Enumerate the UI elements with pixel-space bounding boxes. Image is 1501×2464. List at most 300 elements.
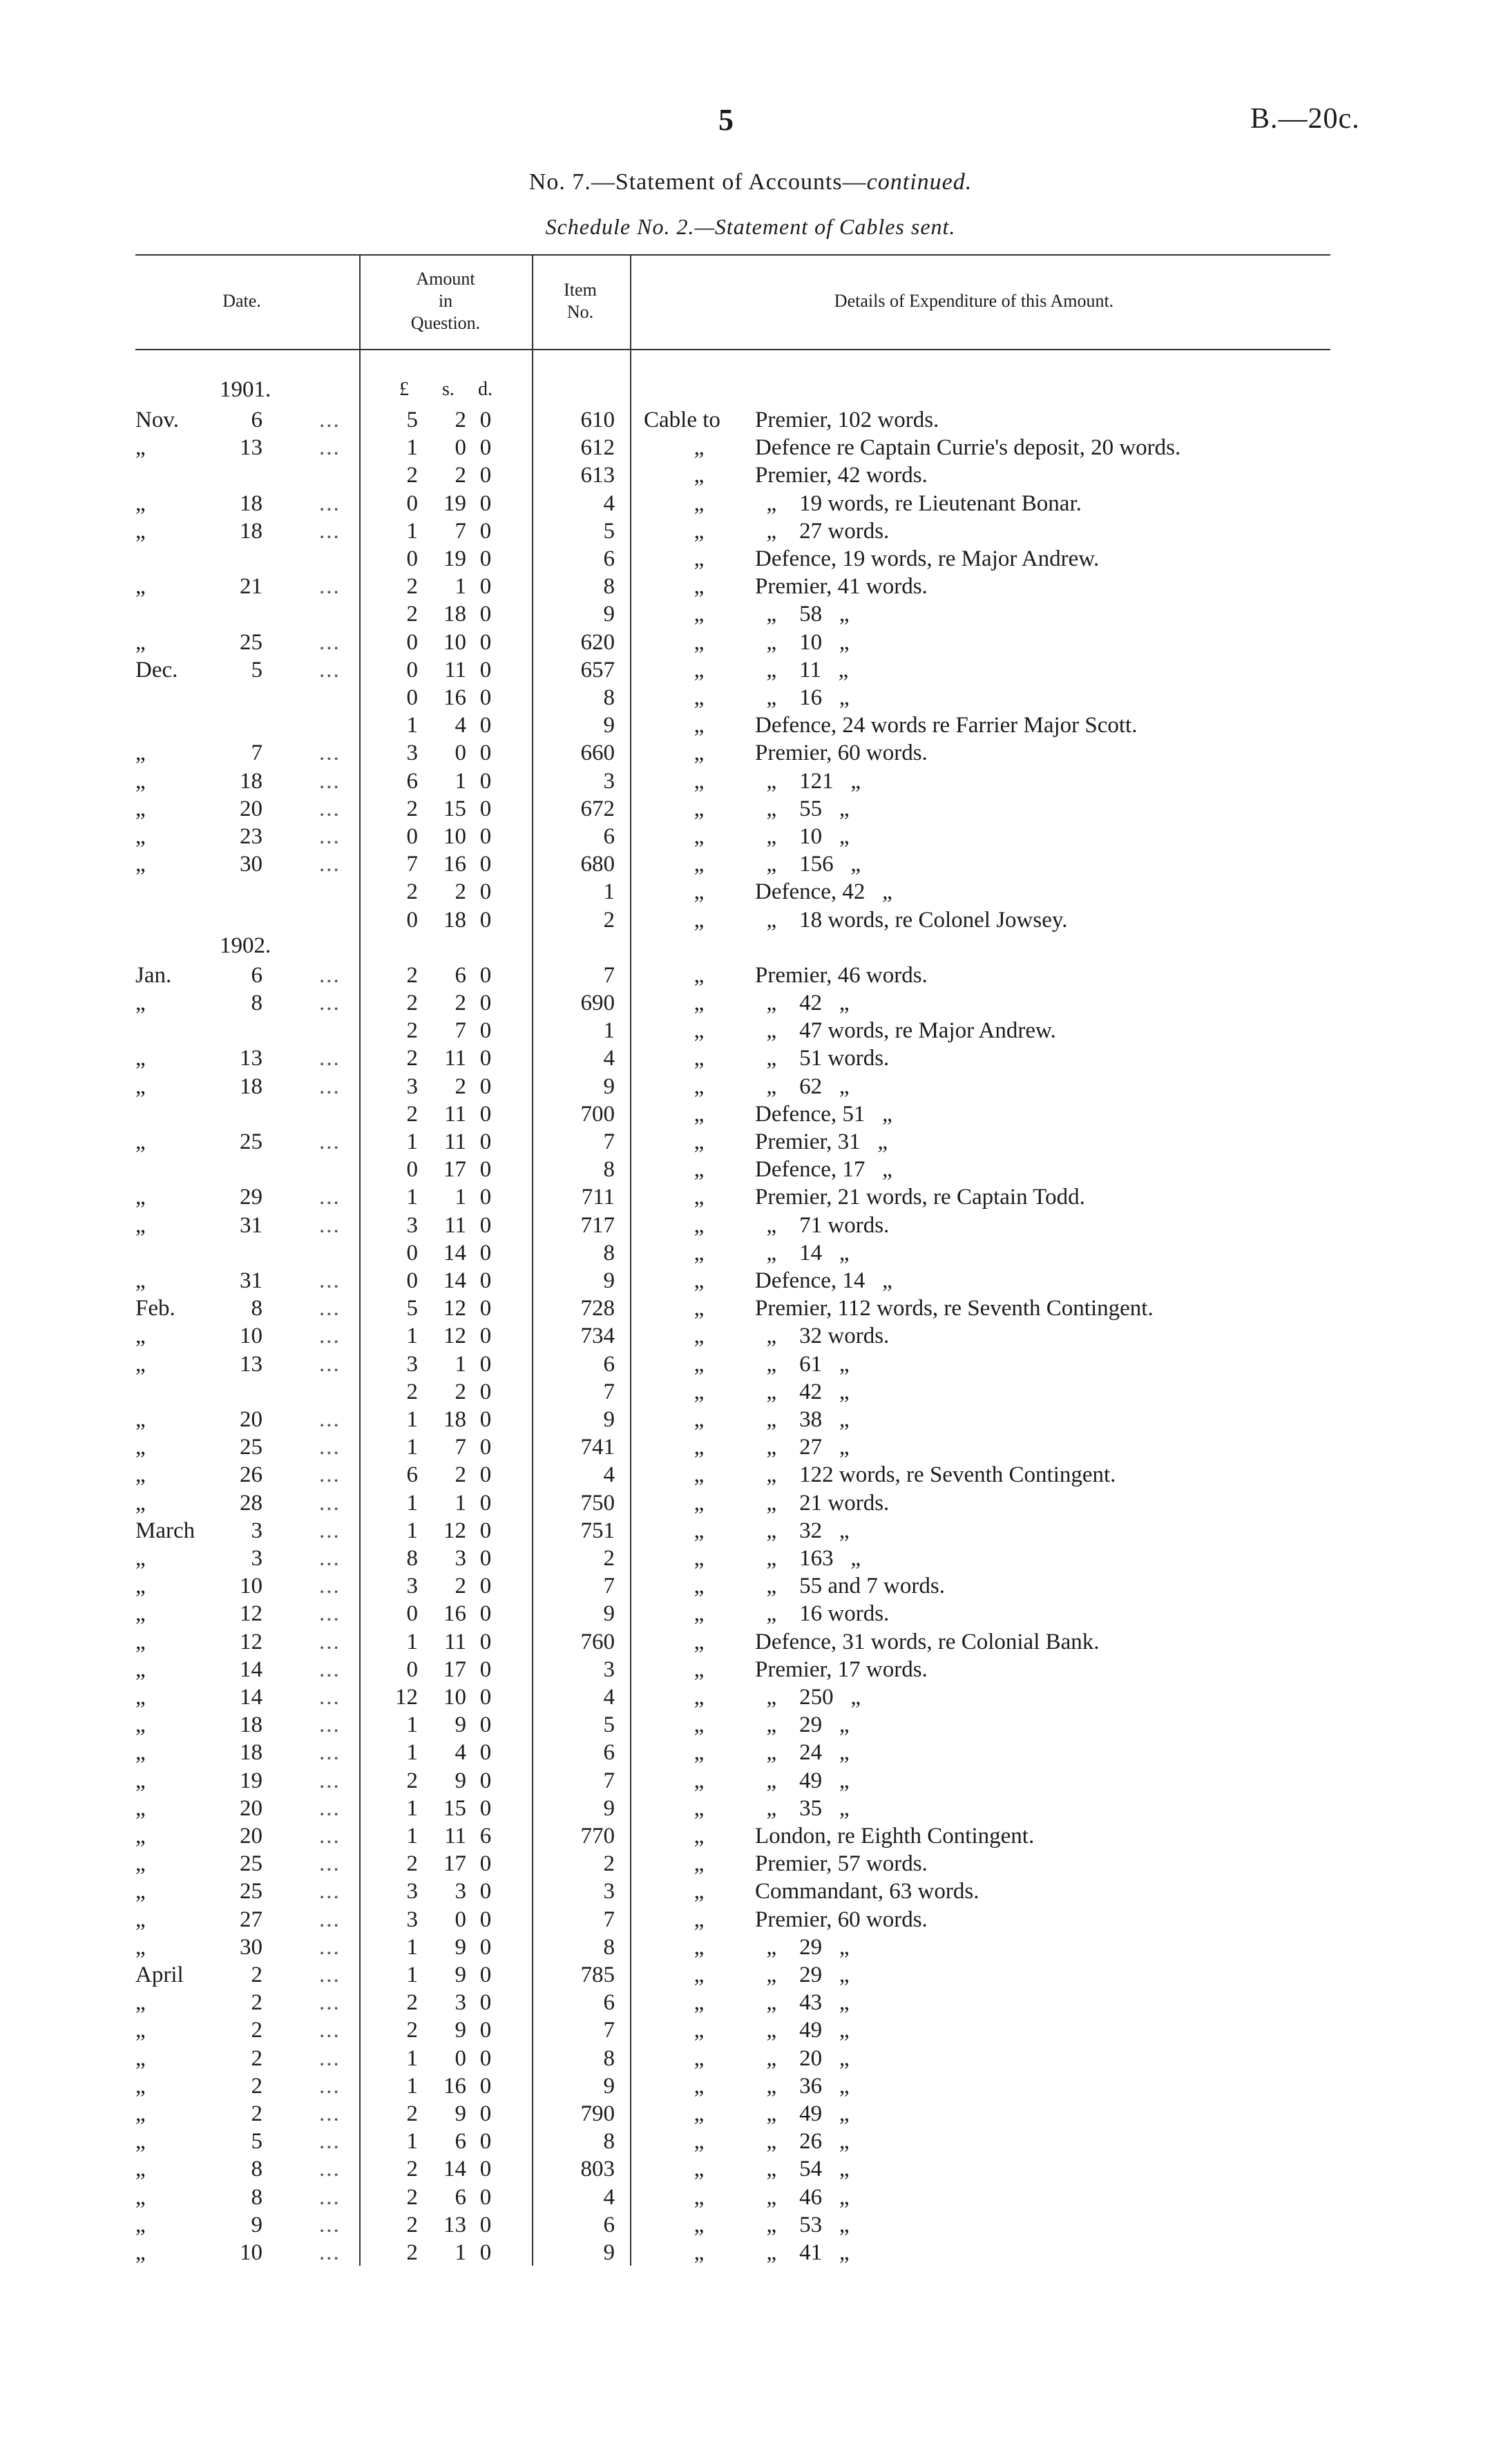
date-day: 25 xyxy=(240,630,262,655)
amount-pounds: 1 xyxy=(406,1324,418,1348)
table-row xyxy=(0,1073,1501,1100)
amount-pence: 0 xyxy=(479,1018,492,1043)
table-row xyxy=(0,2045,1501,2072)
amount-pounds: 0 xyxy=(406,1157,418,1182)
amount-shillings: 11 xyxy=(444,1630,466,1654)
item-number: 680 xyxy=(580,852,615,877)
date-day: 5 xyxy=(251,658,262,682)
amount-shillings: 18 xyxy=(443,602,466,627)
date-month: „ xyxy=(135,491,146,516)
ditto-mark: „ xyxy=(694,741,705,765)
date-day: 2 xyxy=(251,2018,262,2043)
expenditure-detail: Defence, 31 words, re Colonial Bank. xyxy=(755,1630,1100,1654)
date-day: 19 xyxy=(240,1768,262,1793)
amount-pounds: 2 xyxy=(406,463,418,488)
table-row xyxy=(0,2184,1501,2211)
date-month: „ xyxy=(135,2046,146,2071)
ditto-mark: „ xyxy=(694,1268,705,1293)
ditto-mark: „ xyxy=(694,1601,705,1626)
amount-shillings: 15 xyxy=(443,796,466,821)
ditto-mark: „ xyxy=(694,908,705,933)
expenditure-detail: Premier, 42 words. xyxy=(755,463,928,488)
amount-pence: 0 xyxy=(479,1935,492,1960)
item-number: 741 xyxy=(580,1435,615,1460)
date-month: „ xyxy=(135,1824,146,1849)
amount-pounds: 1 xyxy=(406,1712,418,1737)
amount-shillings: 3 xyxy=(455,1990,466,2015)
amount-shillings: 9 xyxy=(455,1935,466,1960)
table-row xyxy=(0,656,1501,684)
item-number: 760 xyxy=(580,1630,615,1654)
amount-pence: 0 xyxy=(479,2046,492,2071)
leader-dots: ... xyxy=(319,2046,341,2071)
ditto-mark: „ xyxy=(694,1990,705,2015)
table-row xyxy=(0,1461,1501,1489)
date-day: 27 xyxy=(240,1907,262,1932)
expenditure-detail: „ 29 „ xyxy=(755,1935,850,1960)
leader-dots: ... xyxy=(319,519,341,544)
date-month: „ xyxy=(135,769,146,794)
amount-shillings: 16 xyxy=(443,685,466,710)
date-day: 8 xyxy=(251,991,262,1015)
table-header-rule xyxy=(135,349,1330,350)
amount-shillings: 10 xyxy=(443,1685,466,1710)
leader-dots: ... xyxy=(319,1962,341,1987)
leader-dots: ... xyxy=(319,1491,341,1516)
expenditure-detail: Premier, 17 words. xyxy=(755,1657,928,1682)
amount-shillings: 9 xyxy=(455,2101,466,2126)
amount-pence: 0 xyxy=(479,658,492,682)
amount-pounds: 3 xyxy=(406,741,418,765)
table-row xyxy=(0,1378,1501,1406)
ditto-mark: „ xyxy=(694,1074,705,1099)
date-day: 31 xyxy=(240,1268,262,1293)
table-row xyxy=(0,1572,1501,1600)
amount-pence: 0 xyxy=(479,1462,492,1487)
expenditure-detail: „ 47 words, re Major Andrew. xyxy=(755,1018,1056,1043)
ditto-mark: „ xyxy=(694,963,705,988)
amount-pounds: 3 xyxy=(406,1879,418,1904)
amount-pence: 0 xyxy=(479,824,492,849)
item-number: 6 xyxy=(603,824,615,849)
year-label-1902: 1902. xyxy=(220,933,271,958)
table-row xyxy=(0,1739,1501,1766)
ditto-mark: „ xyxy=(694,1685,705,1710)
item-number: 8 xyxy=(603,1935,615,1960)
date-month: „ xyxy=(135,1046,146,1071)
amount-pence: 0 xyxy=(479,908,492,933)
date-day: 18 xyxy=(240,1074,262,1099)
item-number: 6 xyxy=(603,1990,615,2015)
leader-dots: ... xyxy=(319,1630,341,1654)
amount-pounds: 2 xyxy=(406,1102,418,1127)
ditto-mark: „ xyxy=(694,1657,705,1682)
expenditure-detail: „ 61 „ xyxy=(755,1352,850,1377)
ditto-mark: „ xyxy=(694,1824,705,1849)
amount-pounds: 5 xyxy=(406,1296,418,1321)
amount-pence: 0 xyxy=(479,1324,492,1348)
date-month: „ xyxy=(135,1657,146,1682)
amount-shillings: 6 xyxy=(455,2185,466,2210)
date-month: „ xyxy=(135,1851,146,1876)
amount-pence: 0 xyxy=(479,1740,492,1765)
amount-pounds: 0 xyxy=(406,685,418,710)
amount-pounds: 12 xyxy=(395,1685,418,1710)
item-number: 790 xyxy=(580,2101,615,2126)
item-number: 7 xyxy=(603,1574,615,1598)
ditto-mark: „ xyxy=(694,519,705,544)
expenditure-detail: „ 32 words. xyxy=(755,1324,890,1348)
amount-pence: 0 xyxy=(479,1630,492,1654)
leader-dots: ... xyxy=(319,796,341,821)
item-number: 9 xyxy=(603,1268,615,1293)
amount-shillings: 11 xyxy=(444,1824,466,1849)
expenditure-detail: „ 38 „ xyxy=(755,1407,850,1432)
leader-dots: ... xyxy=(319,1046,341,1071)
amount-pounds: 2 xyxy=(406,2185,418,2210)
item-number: 6 xyxy=(603,1740,615,1765)
expenditure-detail: „ 35 „ xyxy=(755,1796,850,1821)
amount-pence: 0 xyxy=(479,2101,492,2126)
leader-dots: ... xyxy=(319,2101,341,2126)
amount-pounds: 2 xyxy=(406,1851,418,1876)
amount-pence: 0 xyxy=(479,574,492,599)
amount-shillings: 2 xyxy=(455,1574,466,1598)
date-month: „ xyxy=(135,1935,146,1960)
leader-dots: ... xyxy=(319,824,341,849)
amount-shillings: 11 xyxy=(444,1046,466,1071)
amount-shillings: 2 xyxy=(455,1379,466,1404)
ditto-mark: „ xyxy=(694,1185,705,1210)
date-day: 18 xyxy=(240,769,262,794)
date-day: 12 xyxy=(240,1601,262,1626)
leader-dots: ... xyxy=(319,1990,341,2015)
date-month: „ xyxy=(135,824,146,849)
date-month: Feb. xyxy=(135,1296,175,1321)
ditto-mark: „ xyxy=(694,1046,705,1071)
amount-shillings: 19 xyxy=(443,491,466,516)
leader-dots: ... xyxy=(319,1518,341,1543)
table-row xyxy=(0,1545,1501,1572)
amount-pence: 0 xyxy=(479,408,492,432)
item-number: 4 xyxy=(603,2185,615,2210)
amount-pence: 0 xyxy=(479,1352,492,1377)
amount-shillings: 15 xyxy=(443,1796,466,1821)
item-number: 5 xyxy=(603,519,615,544)
leader-dots: ... xyxy=(319,1712,341,1737)
expenditure-detail: „ 71 words. xyxy=(755,1213,890,1238)
ditto-mark: „ xyxy=(694,1712,705,1737)
table-row xyxy=(0,1267,1501,1295)
amount-shillings: 14 xyxy=(443,1241,466,1266)
expenditure-detail: „ 250 „ xyxy=(755,1685,861,1710)
expenditure-detail: Premier, 46 words. xyxy=(755,963,928,988)
document-reference: B.—20c. xyxy=(1250,103,1360,135)
item-number: 734 xyxy=(580,1324,615,1348)
amount-pounds: 5 xyxy=(406,408,418,432)
table-row xyxy=(0,1906,1501,1933)
amount-shillings: 0 xyxy=(455,1907,466,1932)
leader-dots: ... xyxy=(319,1462,341,1487)
expenditure-detail: „ 10 „ xyxy=(755,824,850,849)
item-number: 711 xyxy=(581,1185,615,1210)
leader-dots: ... xyxy=(319,2240,341,2265)
amount-shillings: 9 xyxy=(455,2018,466,2043)
table-row xyxy=(0,434,1501,461)
expenditure-detail: „ 18 words, re Colonel Jowsey. xyxy=(755,908,1068,933)
expenditure-detail: „ 43 „ xyxy=(755,1990,850,2015)
leader-dots: ... xyxy=(319,1574,341,1598)
ditto-mark: „ xyxy=(694,1851,705,1876)
ditto-mark: „ xyxy=(694,1296,705,1321)
amount-pounds: 2 xyxy=(406,991,418,1015)
ditto-mark: „ xyxy=(694,1768,705,1793)
ditto-mark: „ xyxy=(694,1435,705,1460)
expenditure-detail: Premier, 21 words, re Captain Todd. xyxy=(755,1185,1085,1210)
amount-pounds: 1 xyxy=(406,1935,418,1960)
expenditure-detail: „ 122 words, re Seventh Contingent. xyxy=(755,1462,1116,1487)
date-day: 25 xyxy=(240,1851,262,1876)
amount-shillings: 9 xyxy=(455,1962,466,1987)
leader-dots: ... xyxy=(319,1129,341,1154)
date-day: 25 xyxy=(240,1129,262,1154)
table-row xyxy=(0,711,1501,739)
table-row xyxy=(0,878,1501,906)
expenditure-detail: Premier, 102 words. xyxy=(755,408,939,432)
table-row xyxy=(0,1933,1501,1961)
table-row xyxy=(0,1878,1501,1905)
amount-pounds: 3 xyxy=(406,1074,418,1099)
amount-pounds: 0 xyxy=(406,1241,418,1266)
column-header-details: Details of Expenditure of this Amount. xyxy=(834,291,1114,311)
leader-dots: ... xyxy=(319,852,341,877)
expenditure-detail: „ 29 „ xyxy=(755,1962,850,1987)
amount-pounds: 0 xyxy=(406,658,418,682)
amount-pence: 0 xyxy=(479,1907,492,1932)
amount-shillings: 12 xyxy=(443,1324,466,1348)
amount-pounds: 0 xyxy=(406,491,418,516)
date-day: 29 xyxy=(240,1185,262,1210)
ditto-mark: „ xyxy=(694,879,705,904)
date-month: „ xyxy=(135,1685,146,1710)
leader-dots: ... xyxy=(319,658,341,682)
item-number: 6 xyxy=(603,1352,615,1377)
item-number: 717 xyxy=(580,1213,615,1238)
item-number: 700 xyxy=(580,1102,615,1127)
amount-pence: 0 xyxy=(479,1046,492,1071)
amount-shillings: 11 xyxy=(444,1102,466,1127)
amount-shillings: 9 xyxy=(455,1768,466,1793)
table-row xyxy=(0,1350,1501,1378)
item-number: 690 xyxy=(580,991,615,1015)
date-day: 3 xyxy=(251,1518,262,1543)
date-month: „ xyxy=(135,519,146,544)
date-month: „ xyxy=(135,2018,146,2043)
ditto-mark: „ xyxy=(694,602,705,627)
date-day: 13 xyxy=(240,435,262,460)
date-month: „ xyxy=(135,1324,146,1348)
date-month: „ xyxy=(135,1630,146,1654)
leader-dots: ... xyxy=(319,741,341,765)
leader-dots: ... xyxy=(319,1601,341,1626)
table-row xyxy=(0,1100,1501,1128)
date-month: „ xyxy=(135,1268,146,1293)
table-row xyxy=(0,461,1501,489)
amount-pence: 0 xyxy=(479,491,492,516)
leader-dots: ... xyxy=(319,991,341,1015)
amount-pence: 0 xyxy=(479,1962,492,1987)
item-number: 6 xyxy=(603,546,615,571)
date-day: 30 xyxy=(240,1935,262,1960)
expenditure-detail: „ 41 „ xyxy=(755,2240,850,2265)
ditto-mark: „ xyxy=(694,1546,705,1571)
item-number: 9 xyxy=(603,1601,615,1626)
amount-pounds: 1 xyxy=(406,2046,418,2071)
item-number: 750 xyxy=(580,1491,615,1516)
leader-dots: ... xyxy=(319,1213,341,1238)
item-number: 620 xyxy=(580,630,615,655)
amount-pence: 0 xyxy=(479,630,492,655)
expenditure-detail: Premier, 41 words. xyxy=(755,574,928,599)
ditto-mark: „ xyxy=(694,685,705,710)
item-number: 8 xyxy=(603,1241,615,1266)
date-month: „ xyxy=(135,1185,146,1210)
amount-pounds: 2 xyxy=(406,1018,418,1043)
date-day: 23 xyxy=(240,824,262,849)
amount-pence: 0 xyxy=(479,2157,492,2181)
amount-pounds: 0 xyxy=(406,1657,418,1682)
amount-pence: 0 xyxy=(479,1213,492,1238)
date-month: „ xyxy=(135,852,146,877)
amount-header-line-2: in xyxy=(438,291,453,311)
amount-pence: 0 xyxy=(479,1074,492,1099)
item-number: 3 xyxy=(603,1657,615,1682)
table-row xyxy=(0,1628,1501,1656)
table-row xyxy=(0,2100,1501,2128)
table-row xyxy=(0,517,1501,545)
expenditure-detail: „ 11 „ xyxy=(755,658,849,682)
item-number: 9 xyxy=(603,713,615,738)
amount-pence: 0 xyxy=(479,1379,492,1404)
amount-shillings: 14 xyxy=(443,2157,466,2181)
amount-shillings: 13 xyxy=(443,2213,466,2237)
amount-pounds: 0 xyxy=(406,1268,418,1293)
amount-shillings: 14 xyxy=(443,1268,466,1293)
amount-pounds: 1 xyxy=(406,713,418,738)
date-month: „ xyxy=(135,1601,146,1626)
pence-unit-label: d. xyxy=(478,379,493,400)
table-row xyxy=(0,823,1501,850)
expenditure-detail: Premier, 112 words, re Seventh Contingent. xyxy=(755,1296,1154,1321)
amount-pence: 0 xyxy=(479,1574,492,1598)
date-month: „ xyxy=(135,574,146,599)
amount-pence: 0 xyxy=(479,2074,492,2099)
table-top-rule xyxy=(135,254,1330,256)
leader-dots: ... xyxy=(319,1268,341,1293)
amount-shillings: 1 xyxy=(455,1491,466,1516)
leader-dots: ... xyxy=(319,1407,341,1432)
amount-pounds: 2 xyxy=(406,2157,418,2181)
amount-shillings: 2 xyxy=(455,408,466,432)
expenditure-detail: „ 58 „ xyxy=(755,602,850,627)
leader-dots: ... xyxy=(319,1935,341,1960)
date-day: 7 xyxy=(251,741,262,765)
amount-shillings: 1 xyxy=(455,574,466,599)
leader-dots: ... xyxy=(319,1851,341,1876)
expenditure-detail: „ 55 „ xyxy=(755,796,850,821)
date-day: 18 xyxy=(240,1740,262,1765)
leader-dots: ... xyxy=(319,2129,341,2154)
ditto-mark: „ xyxy=(694,1241,705,1266)
amount-shillings: 3 xyxy=(455,1546,466,1571)
item-number: 7 xyxy=(603,1379,615,1404)
shillings-unit-label: s. xyxy=(442,379,455,400)
table-row xyxy=(0,1767,1501,1795)
date-month: „ xyxy=(135,1213,146,1238)
expenditure-detail: „ 36 „ xyxy=(755,2074,850,2099)
date-month: „ xyxy=(135,796,146,821)
leader-dots: ... xyxy=(319,435,341,460)
amount-pounds: 0 xyxy=(406,908,418,933)
amount-shillings: 11 xyxy=(444,1213,466,1238)
amount-pence: 0 xyxy=(479,519,492,544)
amount-pounds: 0 xyxy=(406,630,418,655)
amount-pounds: 2 xyxy=(406,602,418,627)
date-month: April xyxy=(135,1962,184,1987)
table-row xyxy=(0,1044,1501,1072)
ditto-mark: „ xyxy=(694,546,705,571)
item-number: 1 xyxy=(603,879,615,904)
ditto-mark: „ xyxy=(694,713,705,738)
date-month: „ xyxy=(135,1879,146,1904)
leader-dots: ... xyxy=(319,963,341,988)
amount-pence: 0 xyxy=(479,991,492,1015)
date-day: 13 xyxy=(240,1352,262,1377)
amount-shillings: 9 xyxy=(455,1712,466,1737)
item-number: 803 xyxy=(580,2157,615,2181)
item-number: 9 xyxy=(603,2240,615,2265)
date-month: „ xyxy=(135,1129,146,1154)
table-row xyxy=(0,2128,1501,2155)
ditto-mark: „ xyxy=(694,1379,705,1404)
ditto-mark: „ xyxy=(694,658,705,682)
amount-shillings: 2 xyxy=(455,879,466,904)
table-row xyxy=(0,545,1501,573)
expenditure-detail: Defence, 19 words, re Major Andrew. xyxy=(755,546,1100,571)
date-month: „ xyxy=(135,991,146,1015)
item-number: 657 xyxy=(580,658,615,682)
amount-shillings: 4 xyxy=(455,713,466,738)
expenditure-detail: „ 55 and 7 words. xyxy=(755,1574,945,1598)
date-day: 8 xyxy=(251,1296,262,1321)
table-row xyxy=(0,1989,1501,2016)
table-row xyxy=(0,1656,1501,1683)
date-day: 25 xyxy=(240,1879,262,1904)
amount-pounds: 2 xyxy=(406,1768,418,1793)
date-day: 8 xyxy=(251,2185,262,2210)
amount-pence: 0 xyxy=(479,879,492,904)
amount-shillings: 2 xyxy=(455,1074,466,1099)
table-row xyxy=(0,795,1501,823)
amount-pounds: 1 xyxy=(406,1129,418,1154)
date-month: „ xyxy=(135,1712,146,1737)
amount-pence: 0 xyxy=(479,713,492,738)
amount-pence: 0 xyxy=(479,796,492,821)
leader-dots: ... xyxy=(319,1685,341,1710)
ditto-mark: „ xyxy=(694,1879,705,1904)
ditto-mark: „ xyxy=(694,1962,705,1987)
date-month: „ xyxy=(135,1435,146,1460)
